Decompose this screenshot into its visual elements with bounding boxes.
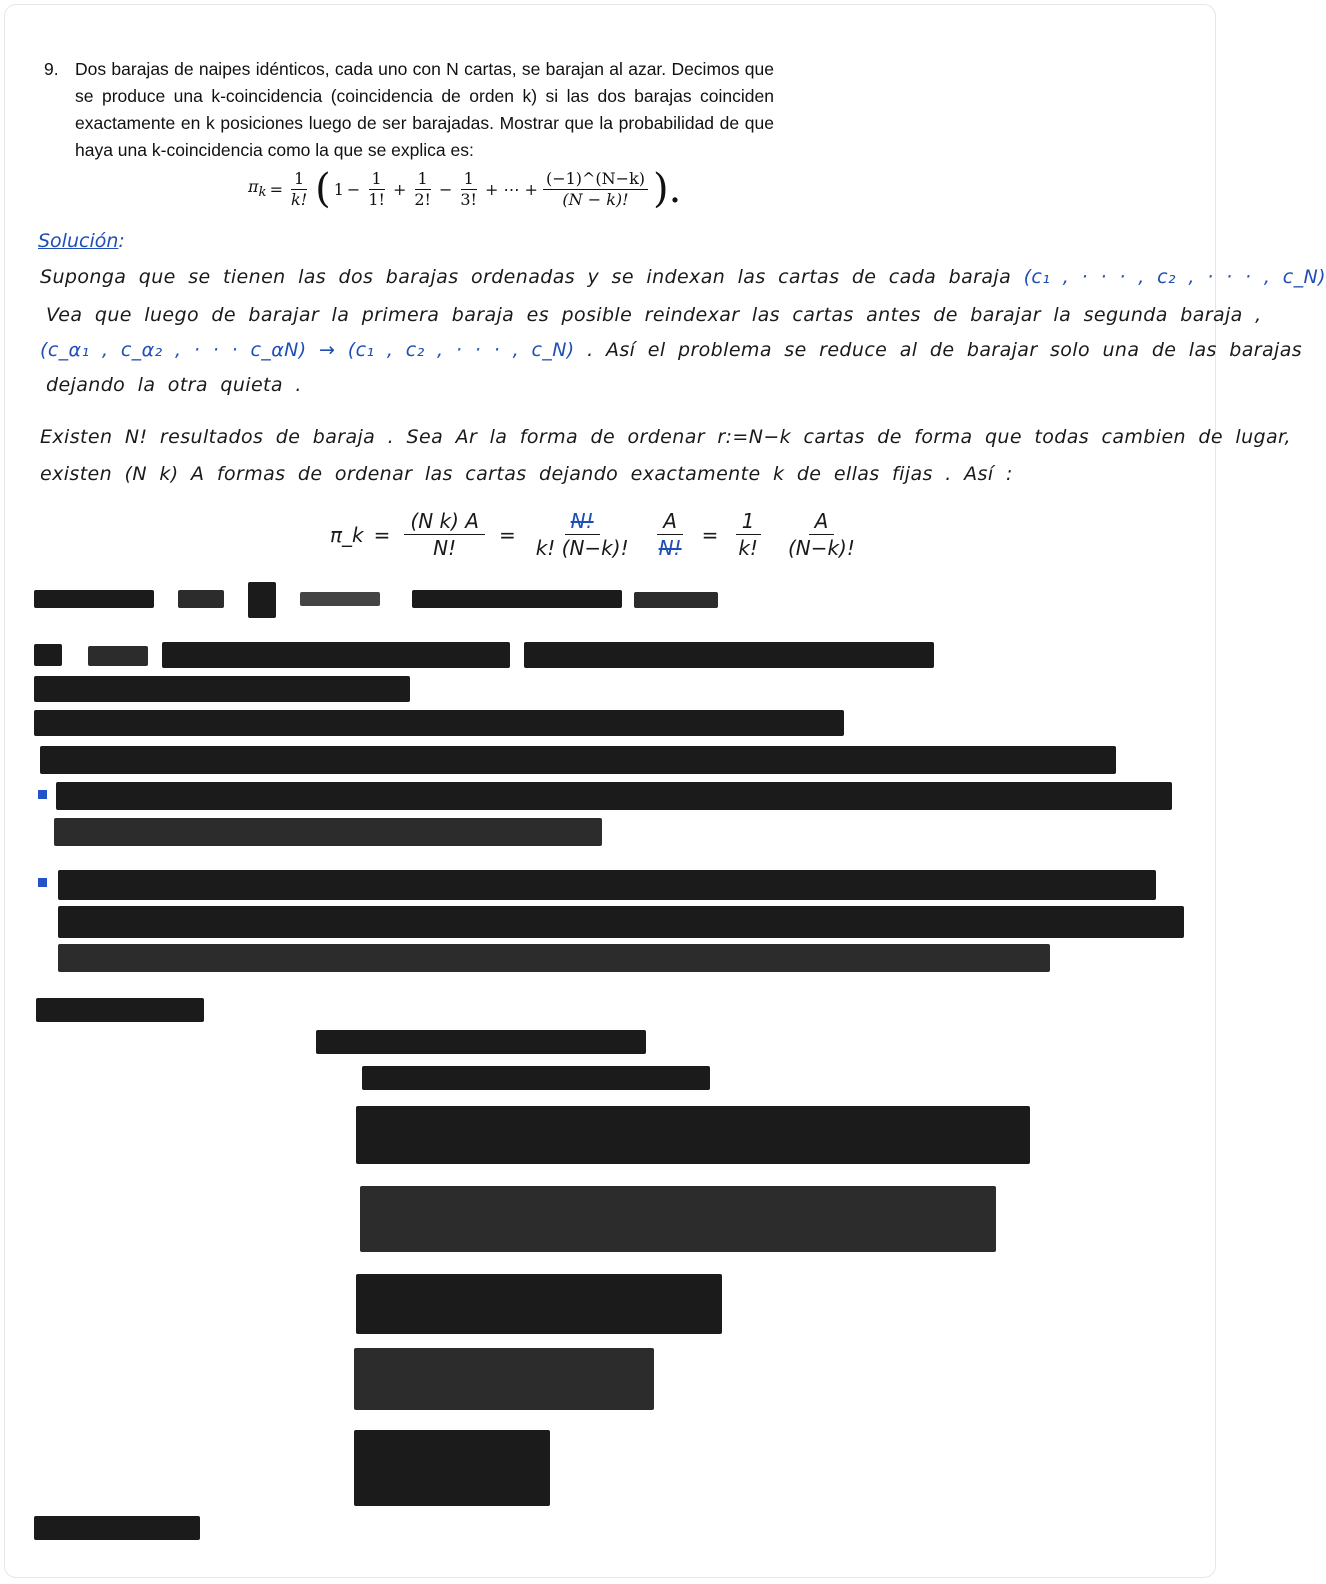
solution-line-4: dejando la otra quieta .: [46, 374, 302, 396]
formula-frac-4: $\frac{1}{3!}$: [460, 168, 477, 209]
solution-line-5: Existen N! resultados de baraja . Sea Ar la forma de ordenar r:=N−k cartas de forma que todas cambien de lugar,: [40, 426, 1291, 448]
probability-equation: π_k = $\frac{\text{(N k) A}}{N!}$ = $\frac{N!}{k! (N-k)!}$ $\frac{A}{N!}$ = $\frac{1}{k!}$ A (N−k)!: [330, 509, 855, 560]
solution-line-2: Vea que luego de barajar la primera baraja es posible reindexar las cartas antes de barajar la segunda baraja ,: [46, 304, 1262, 326]
formula-plus: +: [392, 179, 407, 199]
formula-dots: + ⋯ +: [484, 179, 538, 199]
formula-frac-2: $\frac{1}{1!}$: [368, 168, 385, 209]
formula-frac-3: $\frac{1}{2!}$: [414, 168, 431, 209]
problem-text: Dos barajas de naipes idénticos, cada uno con N cartas, se barajan al azar. Decimos que se produce una k-coincidencia (coincidencia de orden k) si las dos barajas coinciden exactamente en k posiciones luego de ser barajadas. Mostrar que la probabilidad de que haya una k-coincidencia como la que se explica es:: [75, 59, 774, 160]
formula-frac-1: $\frac{1}{k!}$: [291, 168, 308, 209]
solution-line-6: existen (N k) A formas de ordenar las cartas dejando exactamente k de ellas fijas . Así :: [40, 463, 1013, 485]
formula-close-paren: ).: [653, 166, 682, 212]
target-formula: [248, 164, 681, 214]
formula-minus: −: [346, 179, 361, 199]
formula-one: 1: [333, 179, 344, 199]
solution-line-3: (c_α₁ , c_α₂ , · · · c_αN) → (c₁ , c₂ , · · · , c_N) . Así el problema se reduce al de barajar solo una de las barajas: [40, 339, 1303, 361]
formula-frac-5: $\frac{(-1)\^{}(N-k)}{(N - k)!}$: [543, 169, 648, 210]
formula-open-paren: (: [315, 166, 331, 212]
problem-statement: [44, 56, 774, 164]
problem-number: 9.: [44, 59, 59, 79]
solution-line-1: Suponga que se tienen las dos barajas ordenadas y se indexan las cartas de cada baraja (c₁ , · · · , c₂ , · · · , c_N): [40, 266, 1326, 288]
formula-pi: $\pi_k$: [248, 177, 267, 201]
solution-heading: Solución:: [38, 230, 125, 252]
formula-equals: =: [269, 179, 283, 199]
formula-minus-2: −: [438, 179, 453, 199]
